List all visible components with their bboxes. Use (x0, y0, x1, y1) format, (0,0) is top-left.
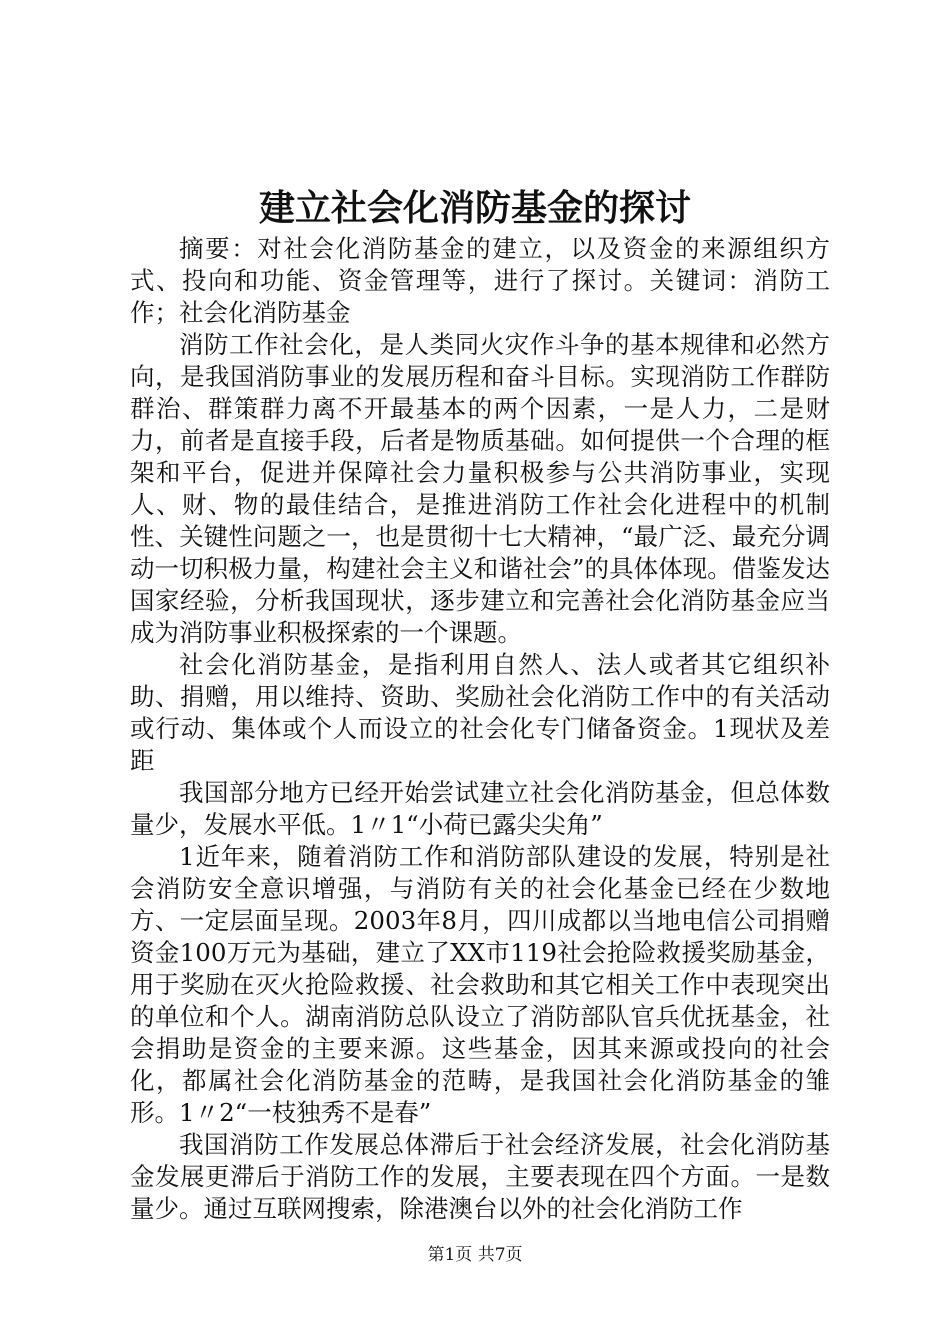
body-paragraph: 我国消防工作发展总体滞后于社会经济发展，社会化消防基金发展更滞后于消防工作的发展，主要表现在四个方面。一是数量少。通过互联网搜索，除港澳台以外的社会化消防工作 (130, 1130, 830, 1223)
document-body (130, 233, 830, 1225)
page-number-footer: 第1页 共7页 (427, 1245, 523, 1265)
document-title: 建立社会化消防基金的探讨 (258, 187, 691, 229)
body-paragraph: 我国部分地方已经开始尝试建立社会化消防基金，但总体数量少，发展水平低。1〃1“小荷已露尖尖角” (130, 778, 830, 839)
body-paragraph: 1近年来，随着消防工作和消防部队建设的发展，特别是社会消防安全意识增强，与消防有关的社会化基金已经在少数地方、一定层面呈现。2003年8月，四川成都以当地电信公司捐赠资金100万元为基础，建立了XX市119社会抢险救援奖励基金，用于奖励在灭火抢险救援、社会救助和其它相关工作中表现突出的单位和个人。湖南消防总队设立了消防部队官兵优抚基金，社会捐助是资金的主要来源。这些基金，因其来源或投向的社会化，都属社会化消防基金的范畴，是我国社会化消防基金的雏形。1〃2“一枝独秀不是春” (130, 842, 830, 1127)
body-paragraph: 社会化消防基金，是指利用自然人、法人或者其它组织补助、捐赠，用以维持、资助、奖励社会化消防工作中的有关活动或行动、集体或个人而设立的社会化专门储备资金。1现状及差距 (130, 650, 830, 775)
body-paragraph: 消防工作社会化，是人类同火灾作斗争的基本规律和必然方向，是我国消防事业的发展历程和奋斗目标。实现消防工作群防群治、群策群力离不开最基本的两个因素，一是人力，二是财力，前者是直接手段，后者是物质基础。如何提供一个合理的框架和平台，促进并保障社会力量积极参与公共消防事业，实现人、财、物的最佳结合，是推进消防工作社会化进程中的机制性、关键性问题之一，也是贯彻十七大精神，“最广泛、最充分调动一切积极力量，构建社会主义和谐社会”的具体体现。借鉴发达国家经验，分析我国现状，逐步建立和完善社会化消防基金应当成为消防事业积极探索的一个课题。 (130, 330, 830, 647)
abstract-paragraph: 摘要：对社会化消防基金的建立，以及资金的来源组织方式、投向和功能、资金管理等，进行了探讨。关键词：消防工作；社会化消防基金 (130, 234, 830, 327)
